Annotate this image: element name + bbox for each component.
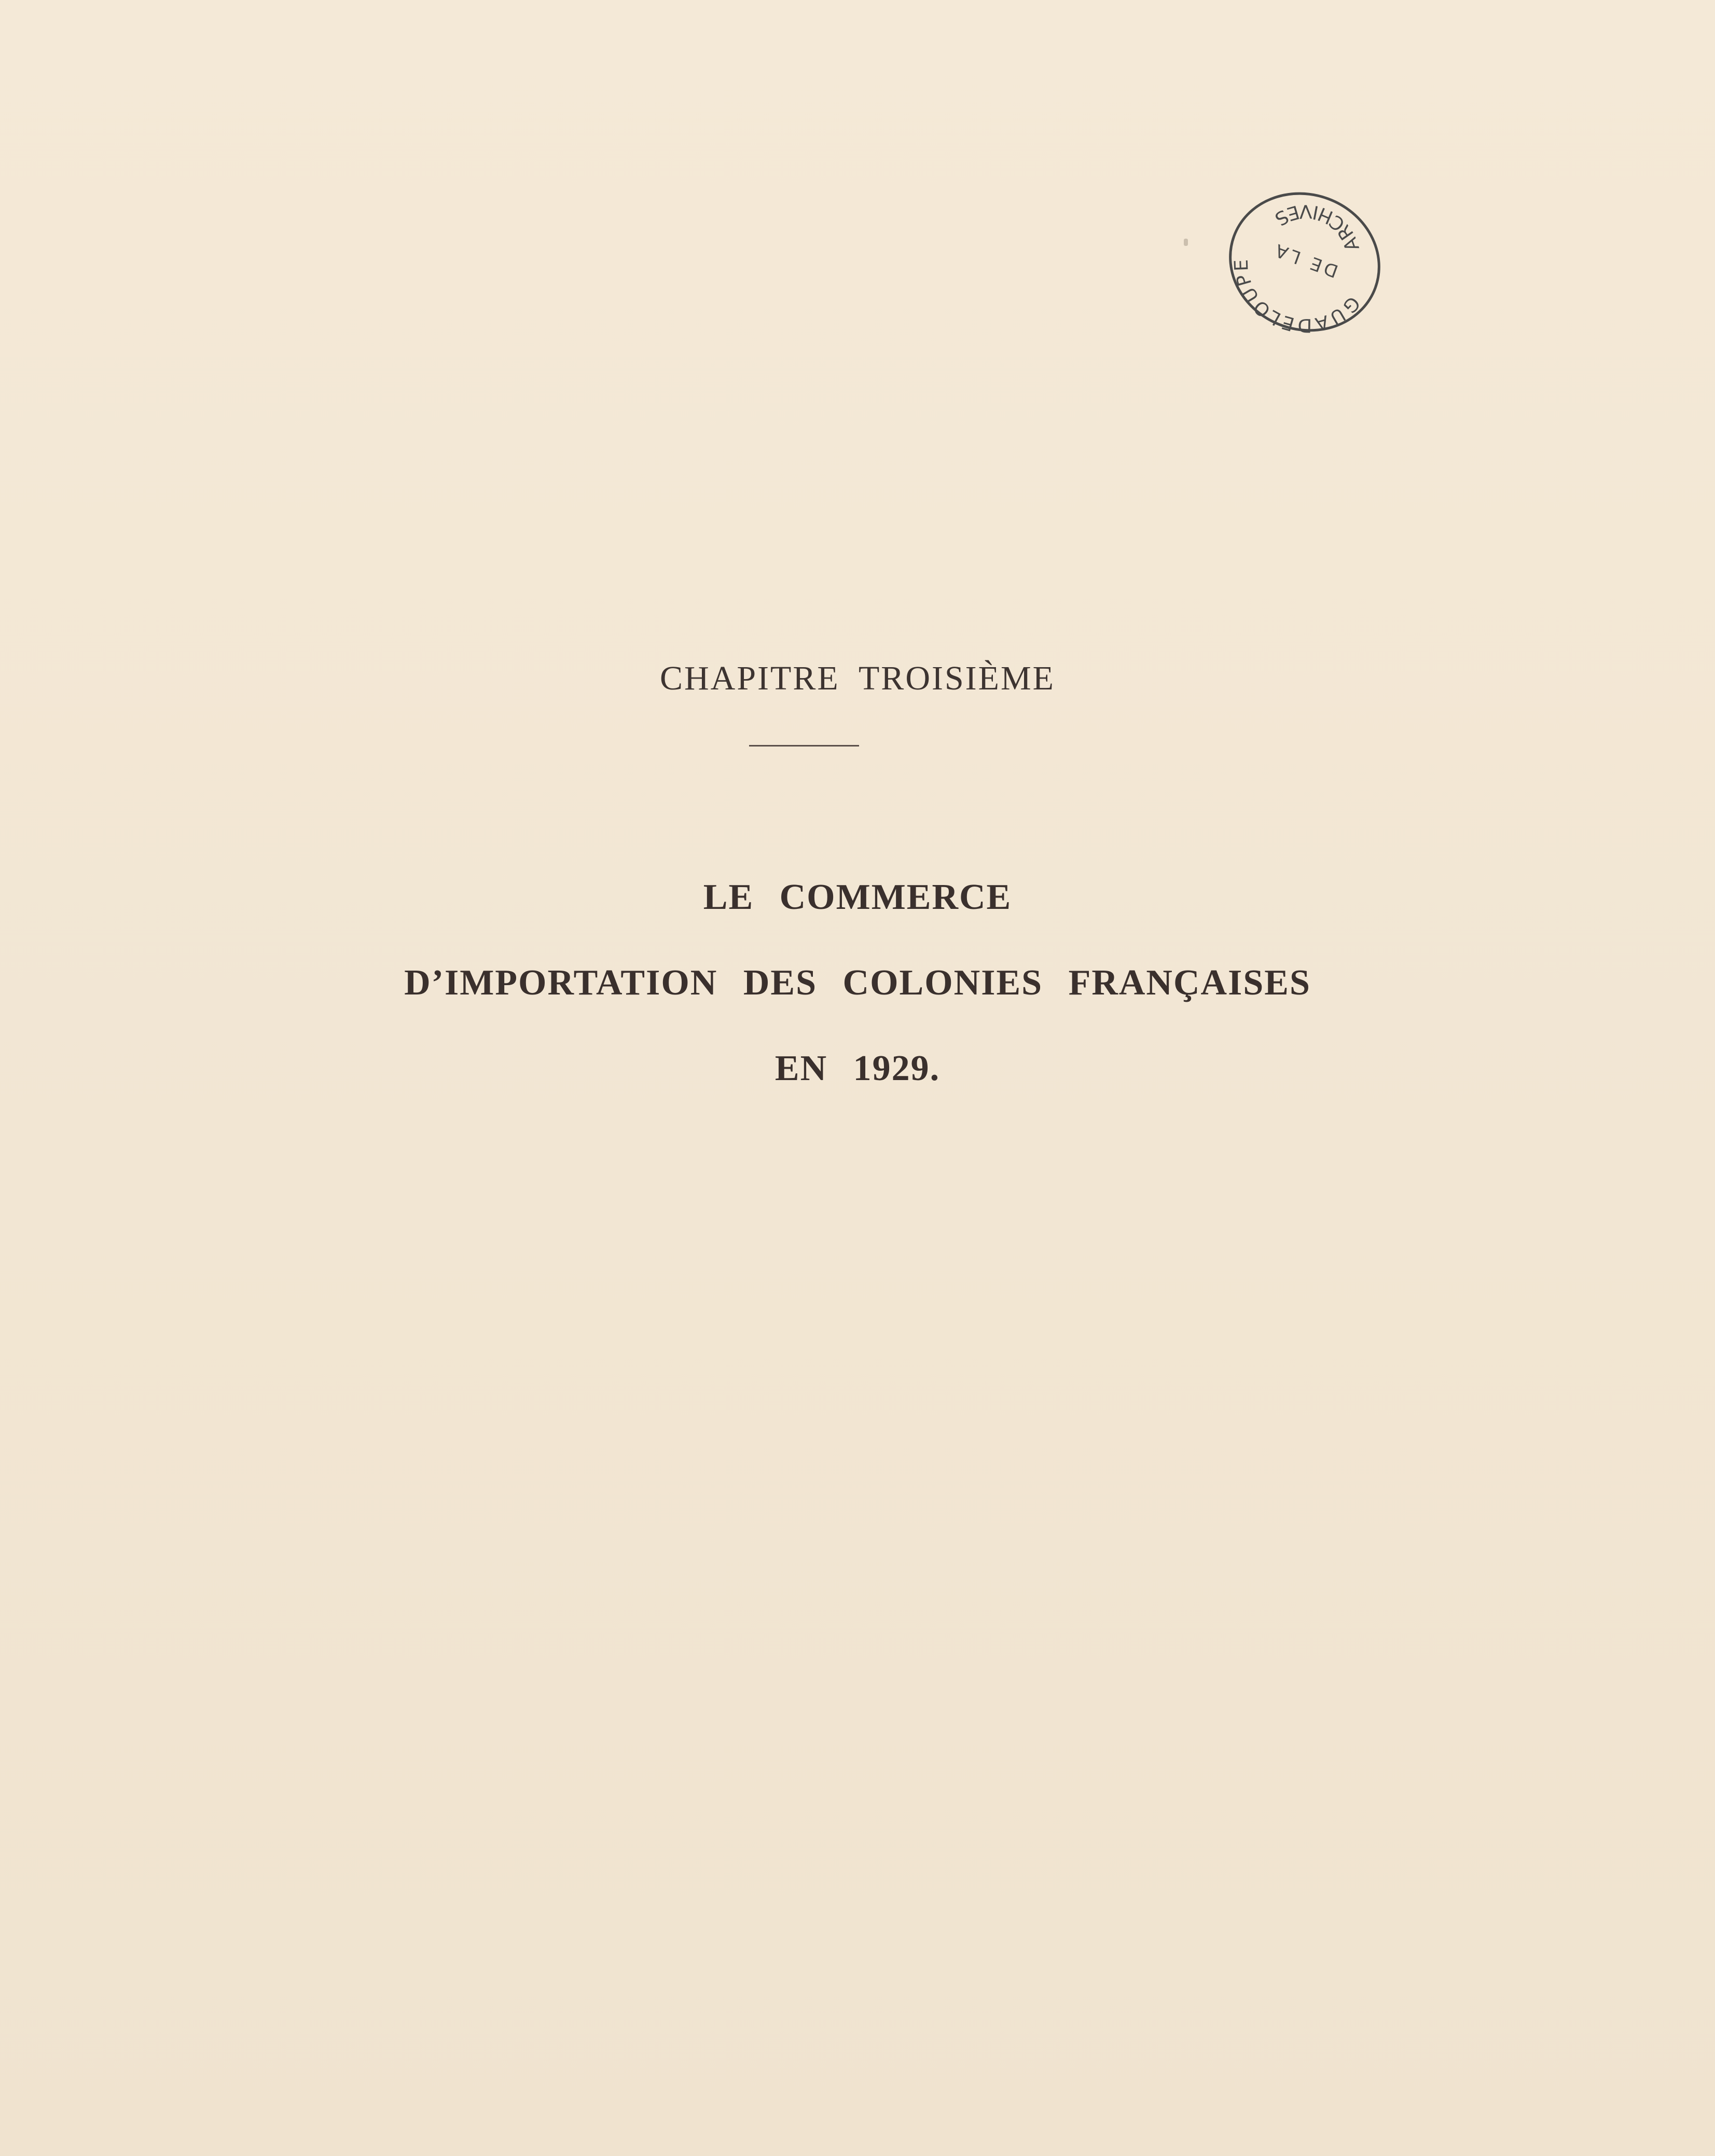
title-line-2: D’IMPORTATION DES COLONIES FRANÇAISES	[404, 963, 1311, 1003]
stamp-bottom-text: ARCHIVES	[1269, 200, 1364, 254]
paper-speck	[1184, 239, 1188, 246]
stamp-middle-text: DE LA	[1269, 238, 1341, 282]
chapter-label: CHAPITRE TROISIÈME	[660, 659, 1055, 697]
stamp-top-text: GUADELOUPE	[1230, 257, 1364, 336]
separator-rule	[749, 745, 859, 747]
archive-stamp	[1219, 176, 1390, 348]
title-line-3: EN 1929.	[774, 1048, 941, 1088]
title-line-1: LE COMMERCE	[703, 877, 1012, 917]
archive-stamp-graphic	[1219, 176, 1390, 348]
